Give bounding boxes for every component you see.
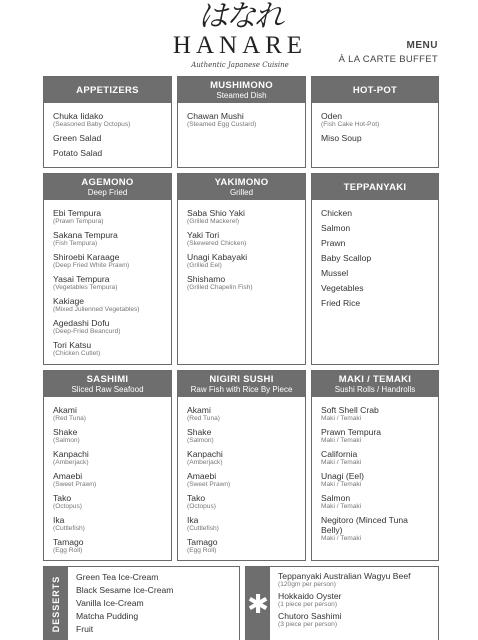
menu-item [321, 449, 429, 467]
dessert-item: Matcha Pudding [76, 611, 139, 621]
item-name: Ika [187, 515, 199, 525]
item-desc: (Prawn Tempura) [53, 218, 104, 225]
item-desc: (Seasoned Baby Octopus) [53, 121, 131, 128]
dessert-item: Green Tea Ice-Cream [76, 572, 159, 582]
section-title: TEPPANYAKI [343, 181, 407, 193]
menu-item [187, 493, 296, 511]
section-items [44, 103, 171, 158]
menu-item [321, 111, 429, 129]
item-name: Soft Shell Crab [321, 405, 379, 415]
item-name: Kakiage [53, 296, 85, 306]
specials-tab [246, 567, 270, 640]
menu-title: MENU [406, 40, 438, 51]
menu-item [53, 252, 162, 270]
item-name: Salmon [321, 223, 351, 233]
item-desc: Maki / Temaki [321, 503, 362, 510]
special-item [278, 611, 410, 629]
section-items [312, 397, 438, 543]
item-desc: Maki / Temaki [321, 481, 362, 488]
item-desc: (Egg Roll) [53, 547, 83, 554]
item-name: Shishamo [187, 274, 226, 284]
item-desc: (Vegetables Tempura) [53, 284, 118, 291]
item-name: Kanpachi [53, 449, 89, 459]
item-desc: (Salmon) [53, 437, 80, 444]
item-desc: (Chicken Cutlet) [53, 350, 101, 357]
menu-item [53, 537, 162, 555]
section-subtitle: Deep Fried [87, 187, 128, 197]
item-desc: (Steamed Egg Custard) [187, 121, 257, 128]
menu-item [53, 133, 162, 143]
item-name: Green Salad [53, 133, 102, 143]
menu-item [187, 449, 296, 467]
item-desc: (Octopus) [187, 503, 216, 510]
section-header [44, 77, 171, 103]
item-name: Ebi Tempura [53, 208, 102, 218]
menu-item [187, 230, 296, 248]
menu-item [321, 223, 429, 233]
item-name: Tako [187, 493, 206, 503]
menu-item [187, 405, 296, 423]
menu-item [321, 253, 429, 263]
menu-item [53, 318, 162, 336]
section-title: MUSHIMONO [210, 79, 273, 91]
item-name: Tako [53, 493, 72, 503]
section-subtitle: Sushi Rolls / Handrolls [334, 384, 416, 394]
item-name: Prawn Tempura [321, 427, 382, 437]
item-name: Chawan Mushi [187, 111, 244, 121]
menu-item [187, 515, 296, 533]
section-header [178, 174, 305, 200]
special-desc: (3 piece per person) [278, 621, 338, 628]
item-desc: (Mixed Julienned Vegetables) [53, 306, 140, 313]
item-desc: Maki / Temaki [321, 535, 362, 542]
desserts-label: DESSERTS [51, 575, 61, 632]
menu-item [53, 274, 162, 292]
menu-item [187, 274, 296, 292]
item-desc: (Deep Fried White Prawn) [53, 262, 130, 269]
section-items [44, 200, 171, 358]
section-teppanyaki [311, 173, 439, 365]
item-desc: (Sweet Prawn) [53, 481, 97, 488]
section-yakimono [177, 173, 306, 365]
section-hotpot [311, 76, 439, 168]
menu-item [187, 537, 296, 555]
menu-item [321, 515, 429, 543]
menu-item [53, 340, 162, 358]
item-desc: (Grilled Mackerel) [187, 218, 240, 225]
menu-item [53, 427, 162, 445]
item-desc: (Red Tuna) [53, 415, 86, 422]
section-sashimi [43, 370, 172, 561]
section-title: YAKIMONO [214, 176, 269, 188]
asterisk-icon: ✱ [247, 588, 269, 619]
menu-item [53, 471, 162, 489]
menu-header [339, 40, 438, 65]
menu-item [321, 405, 429, 423]
menu-item [321, 238, 429, 248]
item-name: Chicken [321, 208, 353, 218]
menu-item [53, 515, 162, 533]
item-name: Amaebi [53, 471, 83, 481]
menu-item [53, 493, 162, 511]
item-desc: (Cuttlefish) [53, 525, 85, 532]
menu-item [321, 208, 429, 218]
section-subtitle: Sliced Raw Seafood [71, 384, 144, 394]
section-subtitle: Grilled [229, 187, 254, 197]
item-name: Saba Shio Yaki [187, 208, 245, 218]
brand-kana: はなれ [198, 0, 282, 34]
section-header [312, 77, 438, 103]
dessert-item: Black Sesame Ice-Cream [76, 585, 174, 595]
section-items [312, 200, 438, 308]
menu-item [321, 298, 429, 308]
menu-item [53, 296, 162, 314]
section-title: AGEMONO [81, 176, 134, 188]
dessert-item: Vanilla Ice-Cream [76, 598, 144, 608]
item-name: Agedashi Dofu [53, 318, 110, 328]
section-title: HOT-POT [352, 84, 398, 96]
item-name: Negitoro (Minced Tuna Belly) [321, 515, 408, 535]
section-header [312, 174, 438, 200]
menu-subtitle: À LA CARTE BUFFET [338, 54, 438, 65]
menu-item [321, 427, 429, 445]
special-name: Teppanyaki Australian Wagyu Beef [278, 571, 411, 581]
item-desc: (Salmon) [187, 437, 214, 444]
special-name: Chutoro Sashimi [278, 611, 342, 621]
menu-item [53, 208, 162, 226]
item-name: Tori Katsu [53, 340, 92, 350]
item-desc: (Fish Cake Hot-Pot) [321, 121, 380, 128]
menu-item [187, 427, 296, 445]
item-desc: (Sweet Prawn) [187, 481, 231, 488]
specials-box [245, 566, 439, 640]
section-title: MAKI / TEMAKI [338, 373, 412, 385]
item-desc: (Cuttlefish) [187, 525, 219, 532]
section-appetizers [43, 76, 172, 168]
menu-item [321, 268, 429, 278]
item-desc: (Red Tuna) [187, 415, 220, 422]
item-name: Tamago [53, 537, 84, 547]
item-desc: (Octopus) [53, 503, 82, 510]
section-title: SASHIMI [86, 373, 129, 385]
item-name: Miso Soup [321, 133, 362, 143]
item-name: Oden [321, 111, 343, 121]
brand-name: HANARE [172, 32, 308, 59]
section-maki [311, 370, 439, 561]
section-mushimono [177, 76, 306, 168]
item-name: Akami [187, 405, 211, 415]
menu-item [53, 111, 162, 129]
brand-tagline: Authentic Japanese Cuisine [191, 61, 289, 69]
menu-item [187, 252, 296, 270]
section-items [312, 103, 438, 143]
section-title: NIGIRI SUSHI [209, 373, 274, 385]
desserts-tab [44, 567, 68, 640]
section-items [178, 200, 305, 292]
menu-item [321, 493, 429, 511]
section-subtitle: Raw Fish with Rice By Piece [190, 384, 293, 394]
special-name: Hokkaido Oyster [278, 591, 342, 601]
item-name: Prawn [321, 238, 346, 248]
item-desc: (Amberjack) [187, 459, 223, 466]
item-desc: Maki / Temaki [321, 459, 362, 466]
menu-item [321, 471, 429, 489]
section-items [44, 397, 171, 555]
special-desc: (1 piece per person) [278, 601, 338, 608]
section-header [312, 371, 438, 397]
section-nigiri [177, 370, 306, 561]
item-desc: Maki / Temaki [321, 437, 362, 444]
section-agemono [43, 173, 172, 365]
item-desc: (Grilled Chapelin Fish) [187, 284, 253, 291]
item-desc: (Amberjack) [53, 459, 89, 466]
item-name: Chuka Iidako [53, 111, 104, 121]
section-items [178, 397, 305, 555]
section-subtitle: Steamed Dish [216, 90, 267, 100]
section-header [178, 77, 305, 103]
section-items [178, 103, 305, 129]
item-name: Shiroebi Karaage [53, 252, 120, 262]
menu-item [53, 405, 162, 423]
section-header [44, 371, 171, 397]
menu-item [187, 471, 296, 489]
item-name: Fried Rice [321, 298, 361, 308]
item-name: Potato Salad [53, 148, 103, 158]
special-desc: (120gm per person) [278, 581, 336, 588]
menu-item [53, 449, 162, 467]
item-name: Mussel [321, 268, 349, 278]
brand-logo [170, 0, 310, 69]
item-desc: Maki / Temaki [321, 415, 362, 422]
item-name: Ika [53, 515, 65, 525]
item-name: Salmon [321, 493, 351, 503]
item-name: Unagi Kabayaki [187, 252, 248, 262]
item-name: Tamago [187, 537, 218, 547]
item-desc: (Deep-Fried Beancurd) [53, 328, 121, 335]
item-desc: (Egg Roll) [187, 547, 217, 554]
menu-item [321, 283, 429, 293]
item-name: Amaebi [187, 471, 217, 481]
item-name: Yaki Tori [187, 230, 220, 240]
menu-item [53, 230, 162, 248]
item-name: Sakana Tempura [53, 230, 118, 240]
desserts-box [43, 566, 240, 640]
item-name: Shake [53, 427, 78, 437]
item-name: Kanpachi [187, 449, 223, 459]
item-desc: (Fish Tempura) [53, 240, 98, 247]
desserts-list [76, 571, 173, 636]
menu-item [53, 148, 162, 158]
item-desc: (Skewered Chicken) [187, 240, 247, 247]
item-name: Akami [53, 405, 77, 415]
special-item [278, 591, 410, 609]
item-name: Baby Scallop [321, 253, 372, 263]
item-desc: (Grilled Eel) [187, 262, 222, 269]
item-name: Unagi (Eel) [321, 471, 364, 481]
item-name: California [321, 449, 358, 459]
special-item [278, 571, 410, 589]
section-header [44, 174, 171, 200]
dessert-item: Fruit [76, 624, 94, 634]
section-title: APPETIZERS [76, 84, 139, 96]
specials-list [278, 571, 410, 631]
item-name: Vegetables [321, 283, 364, 293]
menu-item [321, 133, 429, 143]
menu-item [187, 208, 296, 226]
item-name: Shake [187, 427, 212, 437]
item-name: Yasai Tempura [53, 274, 110, 284]
section-header [178, 371, 305, 397]
menu-item [187, 111, 296, 129]
